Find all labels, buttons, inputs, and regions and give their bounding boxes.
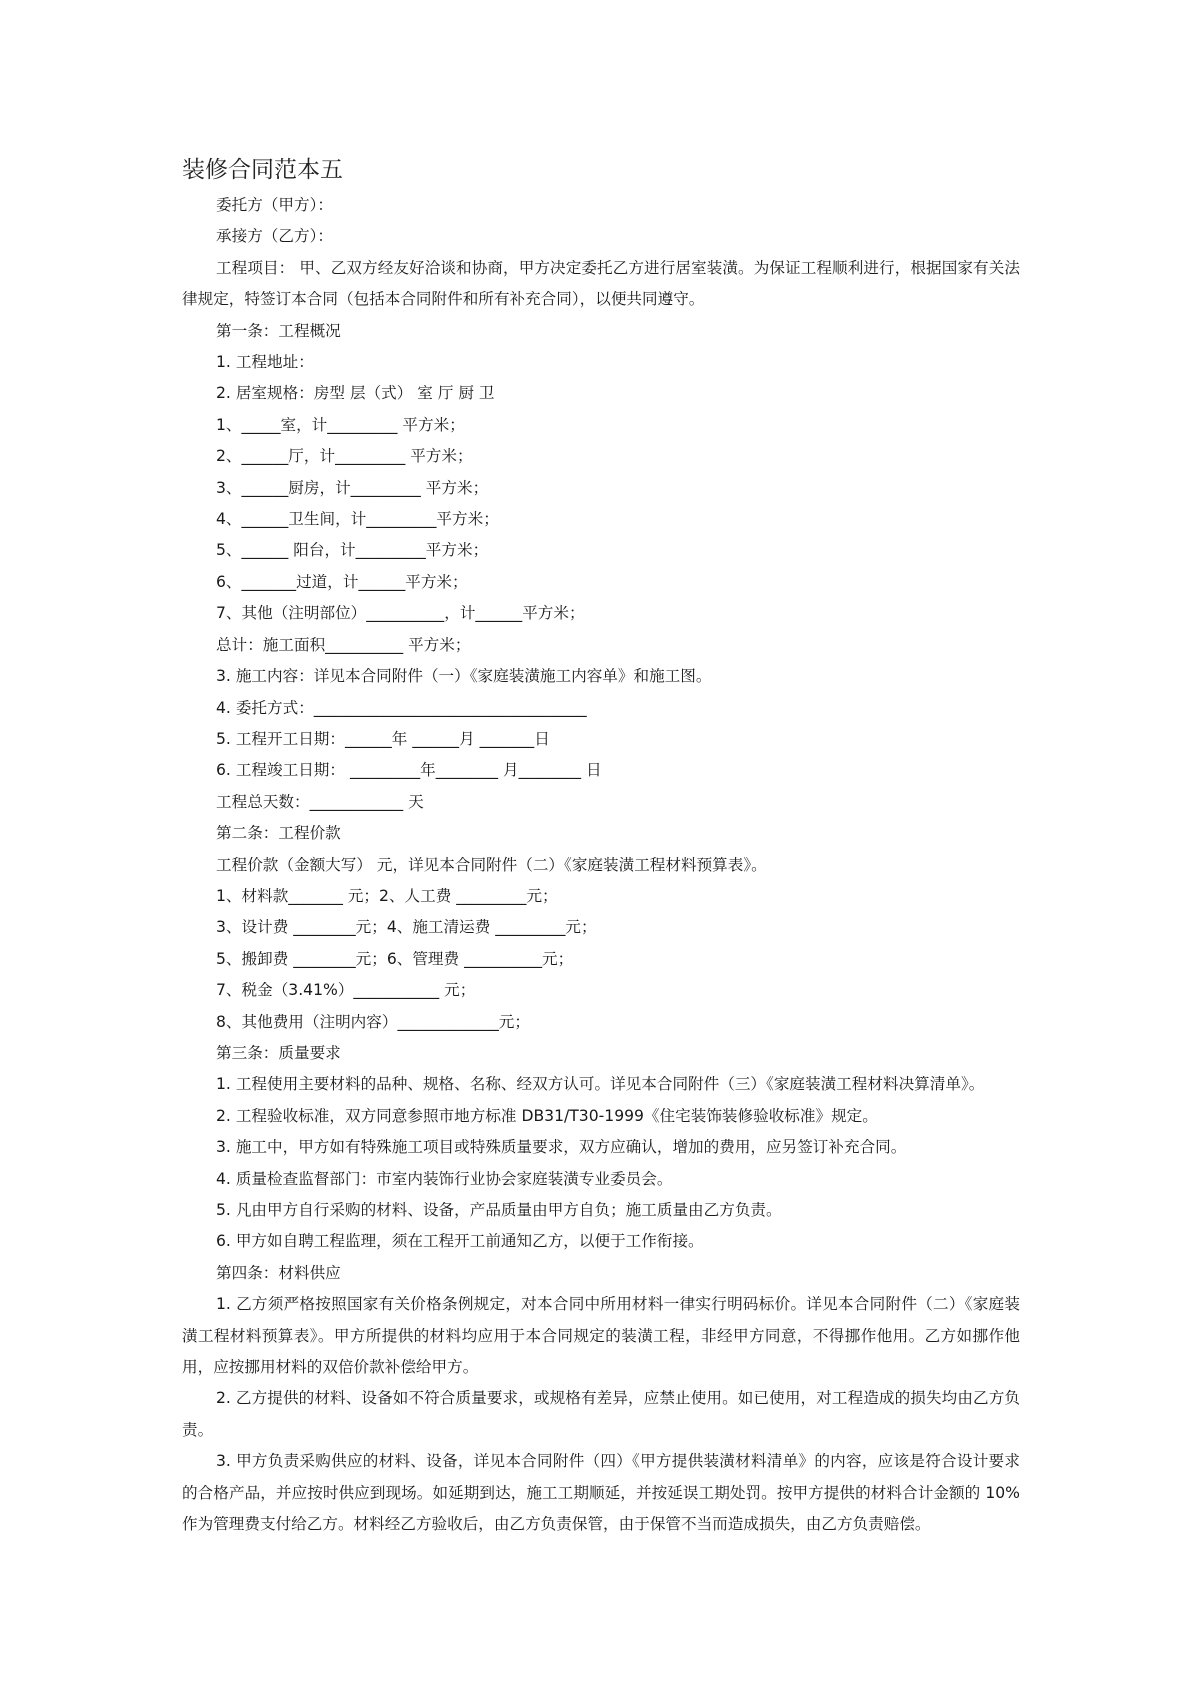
room-area-item: 1、_____室，计_________ 平方米； xyxy=(216,415,465,434)
start-date-line: 5. 工程开工日期：______年 ______月 _______日 xyxy=(216,729,550,748)
quality-clause: 5. 凡由甲方自行采购的材料、设备，产品质量由甲方自负；施工质量由乙方负责。 xyxy=(216,1201,782,1219)
project-address-line: 1. 工程地址： xyxy=(216,353,314,372)
room-area-item: 2、______厅，计_________ 平方米； xyxy=(216,447,473,466)
client-party-line: 委托方（甲方）： xyxy=(216,196,333,214)
quality-clause: 3. 施工中，甲方如有特殊施工项目或特殊质量要求，双方应确认，增加的费用，应另签订补充合同。 xyxy=(216,1138,907,1157)
price-item-line: 1、材料款_______ 元；2、人工费 _________元； xyxy=(216,886,558,905)
room-area-item: 5、______ 阳台，计_________平方米； xyxy=(216,541,489,560)
material-clause-paragraph: 2. 乙方提供的材料、设备如不符合质量要求，或规格有差异，应禁止使用。如已使用，对工程造成的损失均由乙方负责。 xyxy=(182,1389,1020,1439)
project-price-line: 工程价款（金额大写） 元，详见本合同附件（二）《家庭装潢工程材料预算表》。 xyxy=(216,855,767,874)
quality-clause: 6. 甲方如自聘工程监理，须在工程开工前通知乙方，以便于工作衔接。 xyxy=(216,1232,704,1251)
room-area-item: 6、_______过道，计______平方米； xyxy=(216,572,468,591)
article-4-heading: 第四条：材料供应 xyxy=(216,1263,341,1282)
total-area-line: 总计：施工面积__________ 平方米； xyxy=(216,635,471,654)
commission-method-line: 4. 委托方式：___________________________________ xyxy=(216,698,587,717)
room-area-item: 7、其他（注明部位）__________，计______平方米； xyxy=(216,604,585,623)
price-item-line: 8、其他费用（注明内容）_____________元； xyxy=(216,1012,530,1031)
room-area-item: 4、______卫生间，计_________平方米； xyxy=(216,510,499,529)
room-spec-line: 2. 居室规格：房型 层（式） 室 厅 厨 卫 xyxy=(216,384,495,403)
room-area-item: 3、______厨房，计_________ 平方米； xyxy=(216,478,489,497)
quality-clause: 4. 质量检查监督部门：市室内装饰行业协会家庭装潢专业委员会。 xyxy=(216,1169,673,1188)
quality-clause: 2. 工程验收标准，双方同意参照市地方标准 DB31/T30-1999《住宅装饰装修验收标准》规定。 xyxy=(216,1106,878,1125)
contractor-party-line: 承接方（乙方）： xyxy=(216,227,333,246)
article-2-heading: 第二条：工程价款 xyxy=(216,824,341,843)
completion-date-line: 6. 工程竣工日期： _________年________ 月________ 日 xyxy=(216,761,602,780)
quality-clause: 1. 工程使用主要材料的品种、规格、名称、经双方认可。详见本合同附件（三）《家庭装潢工程材料决算清单》。 xyxy=(216,1075,985,1094)
price-item-line: 7、税金（3.41%）___________ 元； xyxy=(216,981,476,1000)
material-clause-paragraph: 3. 甲方负责采购供应的材料、设备，详见本合同附件（四）《甲方提供装潢材料清单》的内容，应该是符合设计要求的合格产品，并应按时供应到现场。如延期到达，施工工期顺延，并按延误工期处罚。按甲方提供的材料合计金额的 10%作为管理费支付给乙方。材料经乙方验收后，由乙方负责保管，由于保管不当而造成损失，由乙方负责赔偿。 xyxy=(182,1452,1020,1534)
total-days-line: 工程总天数：____________ 天 xyxy=(216,792,424,811)
project-intro-paragraph: 工程项目： 甲、乙双方经友好洽谈和协商，甲方决定委托乙方进行居室装潢。为保证工程顺利进行，根据国家有关法律规定，特签订本合同（包括本合同附件和所有补充合同），以便共同遵守。 xyxy=(182,258,1020,309)
article-3-heading: 第三条：质量要求 xyxy=(216,1043,341,1062)
article-1-heading: 第一条：工程概况 xyxy=(216,321,341,340)
price-item-line: 3、设计费 ________元；4、施工清运费 _________元； xyxy=(216,918,597,937)
contract-body xyxy=(182,152,1020,1540)
construction-content-line: 3. 施工内容：详见本合同附件（一）《家庭装潢施工内容单》和施工图。 xyxy=(216,667,712,686)
price-item-line: 5、搬卸费 ________元；6、管理费 __________元； xyxy=(216,949,574,968)
document-title: 装修合同范本五 xyxy=(182,157,343,183)
material-clause-paragraph: 1. 乙方须严格按照国家有关价格条例规定，对本合同中所用材料一律实行明码标价。详见本合同附件（二）《家庭装潢工程材料预算表》。甲方所提供的材料均应用于本合同规定的装潢工程，非经甲方同意，不得挪作他用。乙方如挪作他用，应按挪用材料的双倍价款补偿给甲方。 xyxy=(182,1295,1020,1377)
